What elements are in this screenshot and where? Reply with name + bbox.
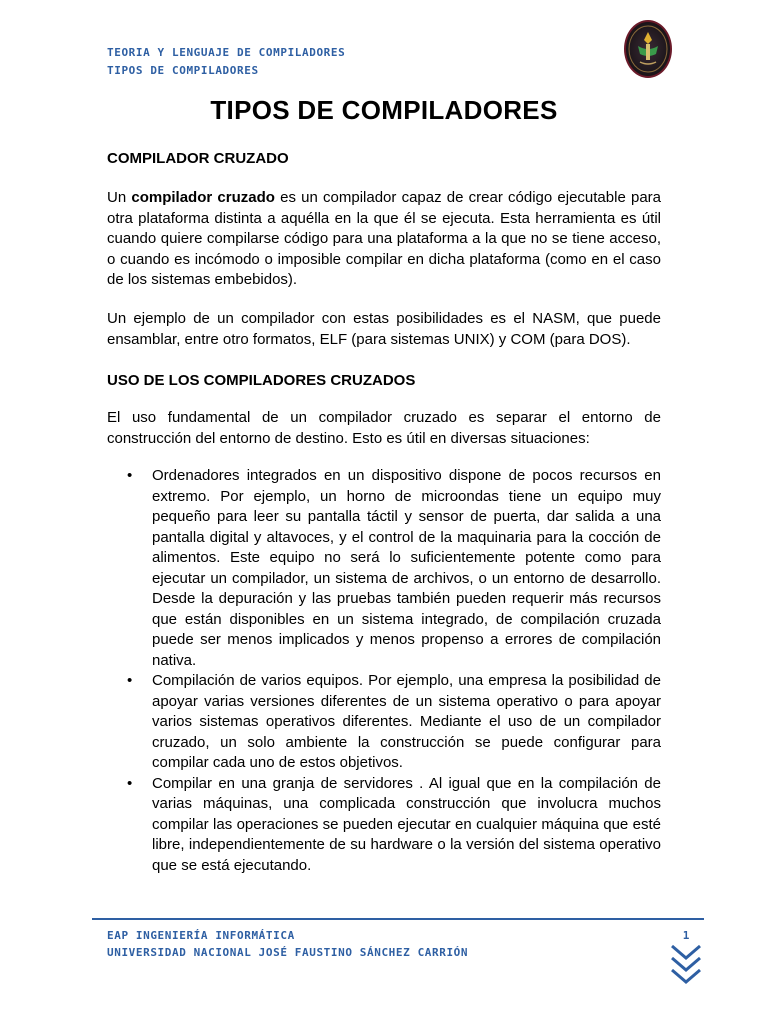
footer-university-name: UNIVERSIDAD NACIONAL JOSÉ FAUSTINO SÁNCHEZ CARRIÓN — [107, 946, 469, 959]
header-topic-title: TIPOS DE COMPILADORES — [107, 64, 259, 77]
header-course-title: TEORIA Y LENGUAJE DE COMPILADORES — [107, 46, 346, 59]
footer-divider — [92, 918, 704, 920]
list-item — [107, 466, 661, 671]
section-heading-compilador-cruzado: COMPILADOR CRUZADO — [107, 150, 289, 167]
page-title: TIPOS DE COMPILADORES — [210, 95, 558, 125]
paragraph-intro-text: Un — [107, 189, 132, 206]
list-item-text: Ordenadores integrados en un dispositivo dispone de pocos recursos en extremo. Por ejemplo, un horno de microondas tiene un equipo muy pequeño para leer su pantalla táctil y sensor de puerta, dar salida a una pantalla digital y altavoces, y el control de la maquinaria para la cocción de alimentos. Este equipo no será lo suficientemente potente como para ejecutar un compilador, un sistema de archivos, o un entorno de desarrollo. Desde la depuración y las pruebas también pueden requerir más recursos que están disponibles en un sistema integrado, de compilación cruzada puede ser menos implicados y menos propenso a errores de compilación nativa. — [152, 467, 661, 669]
paragraph-body-text: es un compilador capaz de crear código ejecutable para otra plataforma distinta a aquélla en la que él se ejecuta. Esta herramienta es útil cuando quiere compilarse código para una plataforma a la que no se tiene acceso, o cuando es incómodo o imposible compilar en dicha plataforma (como en el caso de los sistemas embebidos). — [107, 189, 661, 288]
paragraph-definition — [107, 188, 661, 291]
list-item — [107, 774, 661, 877]
list-item — [107, 671, 661, 774]
seal-emblem — [626, 22, 670, 76]
bullet-list — [107, 466, 661, 876]
paragraph-example: Un ejemplo de un compilador con estas posibilidades es el NASM, que puede ensamblar, entre otro formatos, ELF (para sistemas UNIX) y COM (para DOS). — [107, 310, 661, 348]
university-seal-icon — [624, 20, 672, 78]
paragraph-uso-intro: El uso fundamental de un compilador cruzado es separar el entorno de construcción del entorno de destino. Esto es útil en diversas situaciones: — [107, 409, 661, 447]
chevron-down-stack-icon — [668, 942, 704, 990]
list-item-text: Compilar en una granja de servidores . Al igual que en la compilación de varias máquinas, una complicada construcción que involucra muchos compilar las operaciones se pueden ejecutar en cualquier máquina que esté libre, independientemente de su hardware o la versión del sistema operativo que se está ejecutando. — [152, 774, 661, 874]
page-number: 1 — [682, 929, 690, 942]
bullet-icon: • — [127, 467, 133, 484]
footer-school-name: EAP INGENIERÍA INFORMÁTICA — [107, 929, 295, 942]
list-item-text: Compilación de varios equipos. Por ejemplo, una empresa la posibilidad de apoyar varias versiones diferentes de un sistema operativo o para apoyar varios sistemas operativos diferentes. Mediante el uso de un compilador cruzado, un solo ambiente la construcción se puede configurar para compilar cada uno de estos objetivos. — [152, 672, 661, 771]
bullet-icon: • — [127, 672, 133, 689]
bullet-icon: • — [127, 774, 133, 792]
bold-term: compilador cruzado — [131, 189, 275, 206]
section-heading-uso-compiladores-cruzados: USO DE LOS COMPILADORES CRUZADOS — [107, 372, 416, 389]
